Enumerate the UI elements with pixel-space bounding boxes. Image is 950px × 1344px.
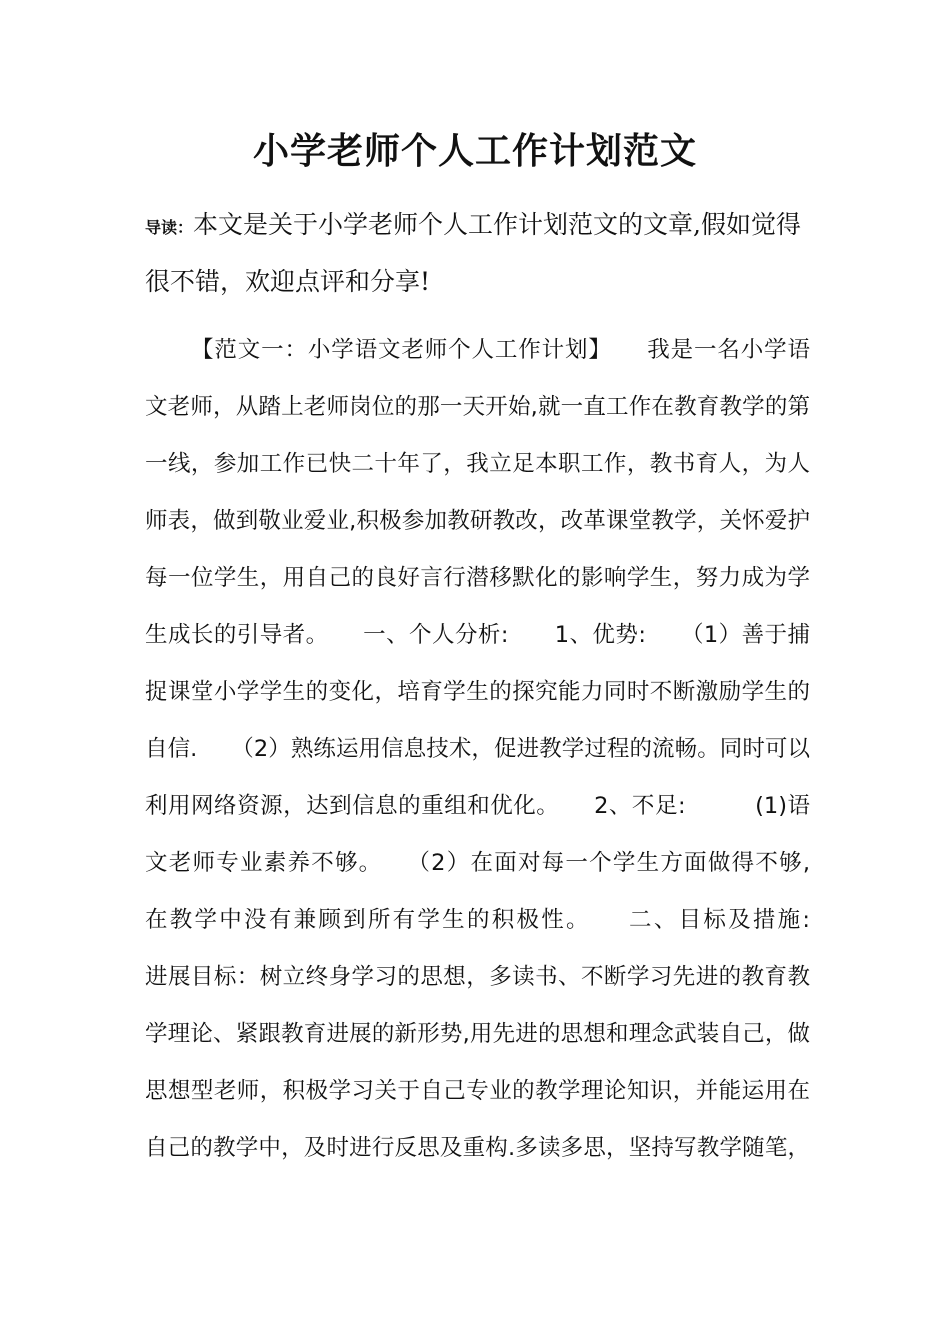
body-line: 学理论、紧跟教育进展的新形势,用先进的思想和理念武装自己，做 (145, 1021, 810, 1047)
body-line: 利用网络资源，达到信息的重组和优化。 2、不足: (1)语 (145, 793, 810, 819)
body-line: 文老师，从踏上老师岗位的那一天开始,就一直工作在教育教学的第 (145, 394, 810, 420)
intro-paragraph (145, 198, 810, 309)
body-line: 师表，做到敬业爱业,积极参加教研教改，改革课堂教学，关怀爱护 (145, 508, 810, 534)
body-line: 文老师专业素养不够。 （2）在面对每一个学生方面做得不够, (145, 850, 810, 876)
intro-label: 导读： (145, 218, 194, 237)
body-line: 自己的教学中，及时进行反思及重构.多读多思，坚持写教学随笔， (145, 1135, 810, 1161)
body-line: 在教学中没有兼顾到所有学生的积极性。 二、目标及措施: (145, 907, 810, 933)
intro-text: 本文是关于小学老师个人工作计划范文的文章,假如觉得很不错，欢迎点评和分享! (145, 210, 801, 296)
body-line: 一线，参加工作已快二十年了，我立足本职工作，教书育人，为人 (145, 451, 810, 477)
body-line: 【范文一：小学语文老师个人工作计划】 我是一名小学语 (191, 337, 810, 363)
body-line: 进展目标：树立终身学习的思想，多读书、不断学习先进的教育教 (145, 964, 810, 990)
body-line: 捉课堂小学学生的变化，培育学生的探究能力同时不断激励学生的 (145, 679, 810, 705)
document-title: 小学老师个人工作计划范文 (252, 131, 697, 172)
body-line: 生成长的引导者。 一、个人分析: 1、优势: （1）善于捕 (145, 622, 810, 648)
body-line: 每一位学生，用自己的良好言行潜移默化的影响学生，努力成为学 (145, 565, 810, 591)
body-line: 自信. （2）熟练运用信息技术，促进教学过程的流畅。同时可以 (145, 736, 810, 762)
body-line: 思想型老师，积极学习关于自己专业的教学理论知识，并能运用在 (145, 1078, 810, 1104)
